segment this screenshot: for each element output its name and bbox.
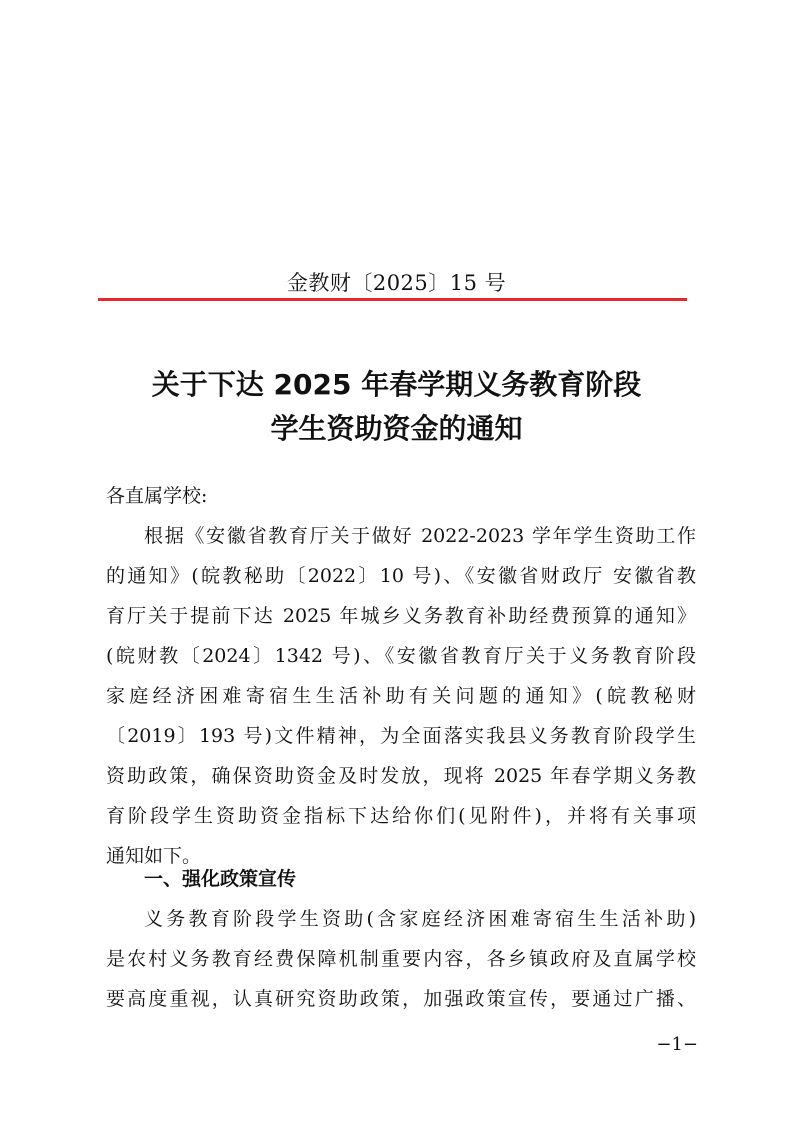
page-number: −1− <box>656 1034 698 1055</box>
paragraph-line: 家庭经济困难寄宿生生活补助有关问题的通知》(皖教秘财 <box>106 685 696 707</box>
title-line-1: 关于下达 2025 年春学期义务教育阶段 <box>151 368 642 401</box>
paragraph-line: 是农村义务教育经费保障机制重要内容，各乡镇政府及直属学校 <box>106 948 696 970</box>
paragraph-line: (皖财教〔2024〕1342 号)、《安徽省教育厅关于义务教育阶段 <box>106 645 696 667</box>
section-heading-1: 一、强化政策宣传 <box>144 868 297 890</box>
paragraph-line: 义务教育阶段学生资助(含家庭经济困难寄宿生生活补助) <box>144 908 696 930</box>
body-paragraph-2 <box>106 899 696 1019</box>
paragraph-line: 育厅关于提前下达 2025 年城乡义务教育补助经费预算的通知》 <box>106 605 696 627</box>
paragraph-line: 育阶段学生资助资金指标下达给你们(见附件)，并将有关事项 <box>106 805 696 827</box>
red-separator-rule <box>98 298 687 301</box>
paragraph-line: 的通知》(皖教秘助〔2022〕10 号)、《安徽省财政厅 安徽省教 <box>106 565 696 587</box>
paragraph-line: 根据《安徽省教育厅关于做好 2022-2023 学年学生资助工作 <box>144 525 696 547</box>
title-line-2: 学生资助资金的通知 <box>270 412 523 445</box>
paragraph-line: 〔2019〕193 号)文件精神，为全面落实我县义务教育阶段学生 <box>106 725 696 747</box>
document-title <box>0 363 793 451</box>
body-paragraph-1 <box>106 516 696 876</box>
paragraph-line: 要高度重视，认真研究资助政策，加强政策宣传，要通过广播、 <box>106 988 696 1010</box>
paragraph-line: 资助政策，确保资助资金及时发放，现将 2025 年春学期义务教 <box>106 765 696 787</box>
paragraph-line: 通知如下。 <box>106 845 202 867</box>
salutation: 各直属学校: <box>106 485 208 507</box>
document-number: 金教财〔2025〕15 号 <box>286 271 507 295</box>
